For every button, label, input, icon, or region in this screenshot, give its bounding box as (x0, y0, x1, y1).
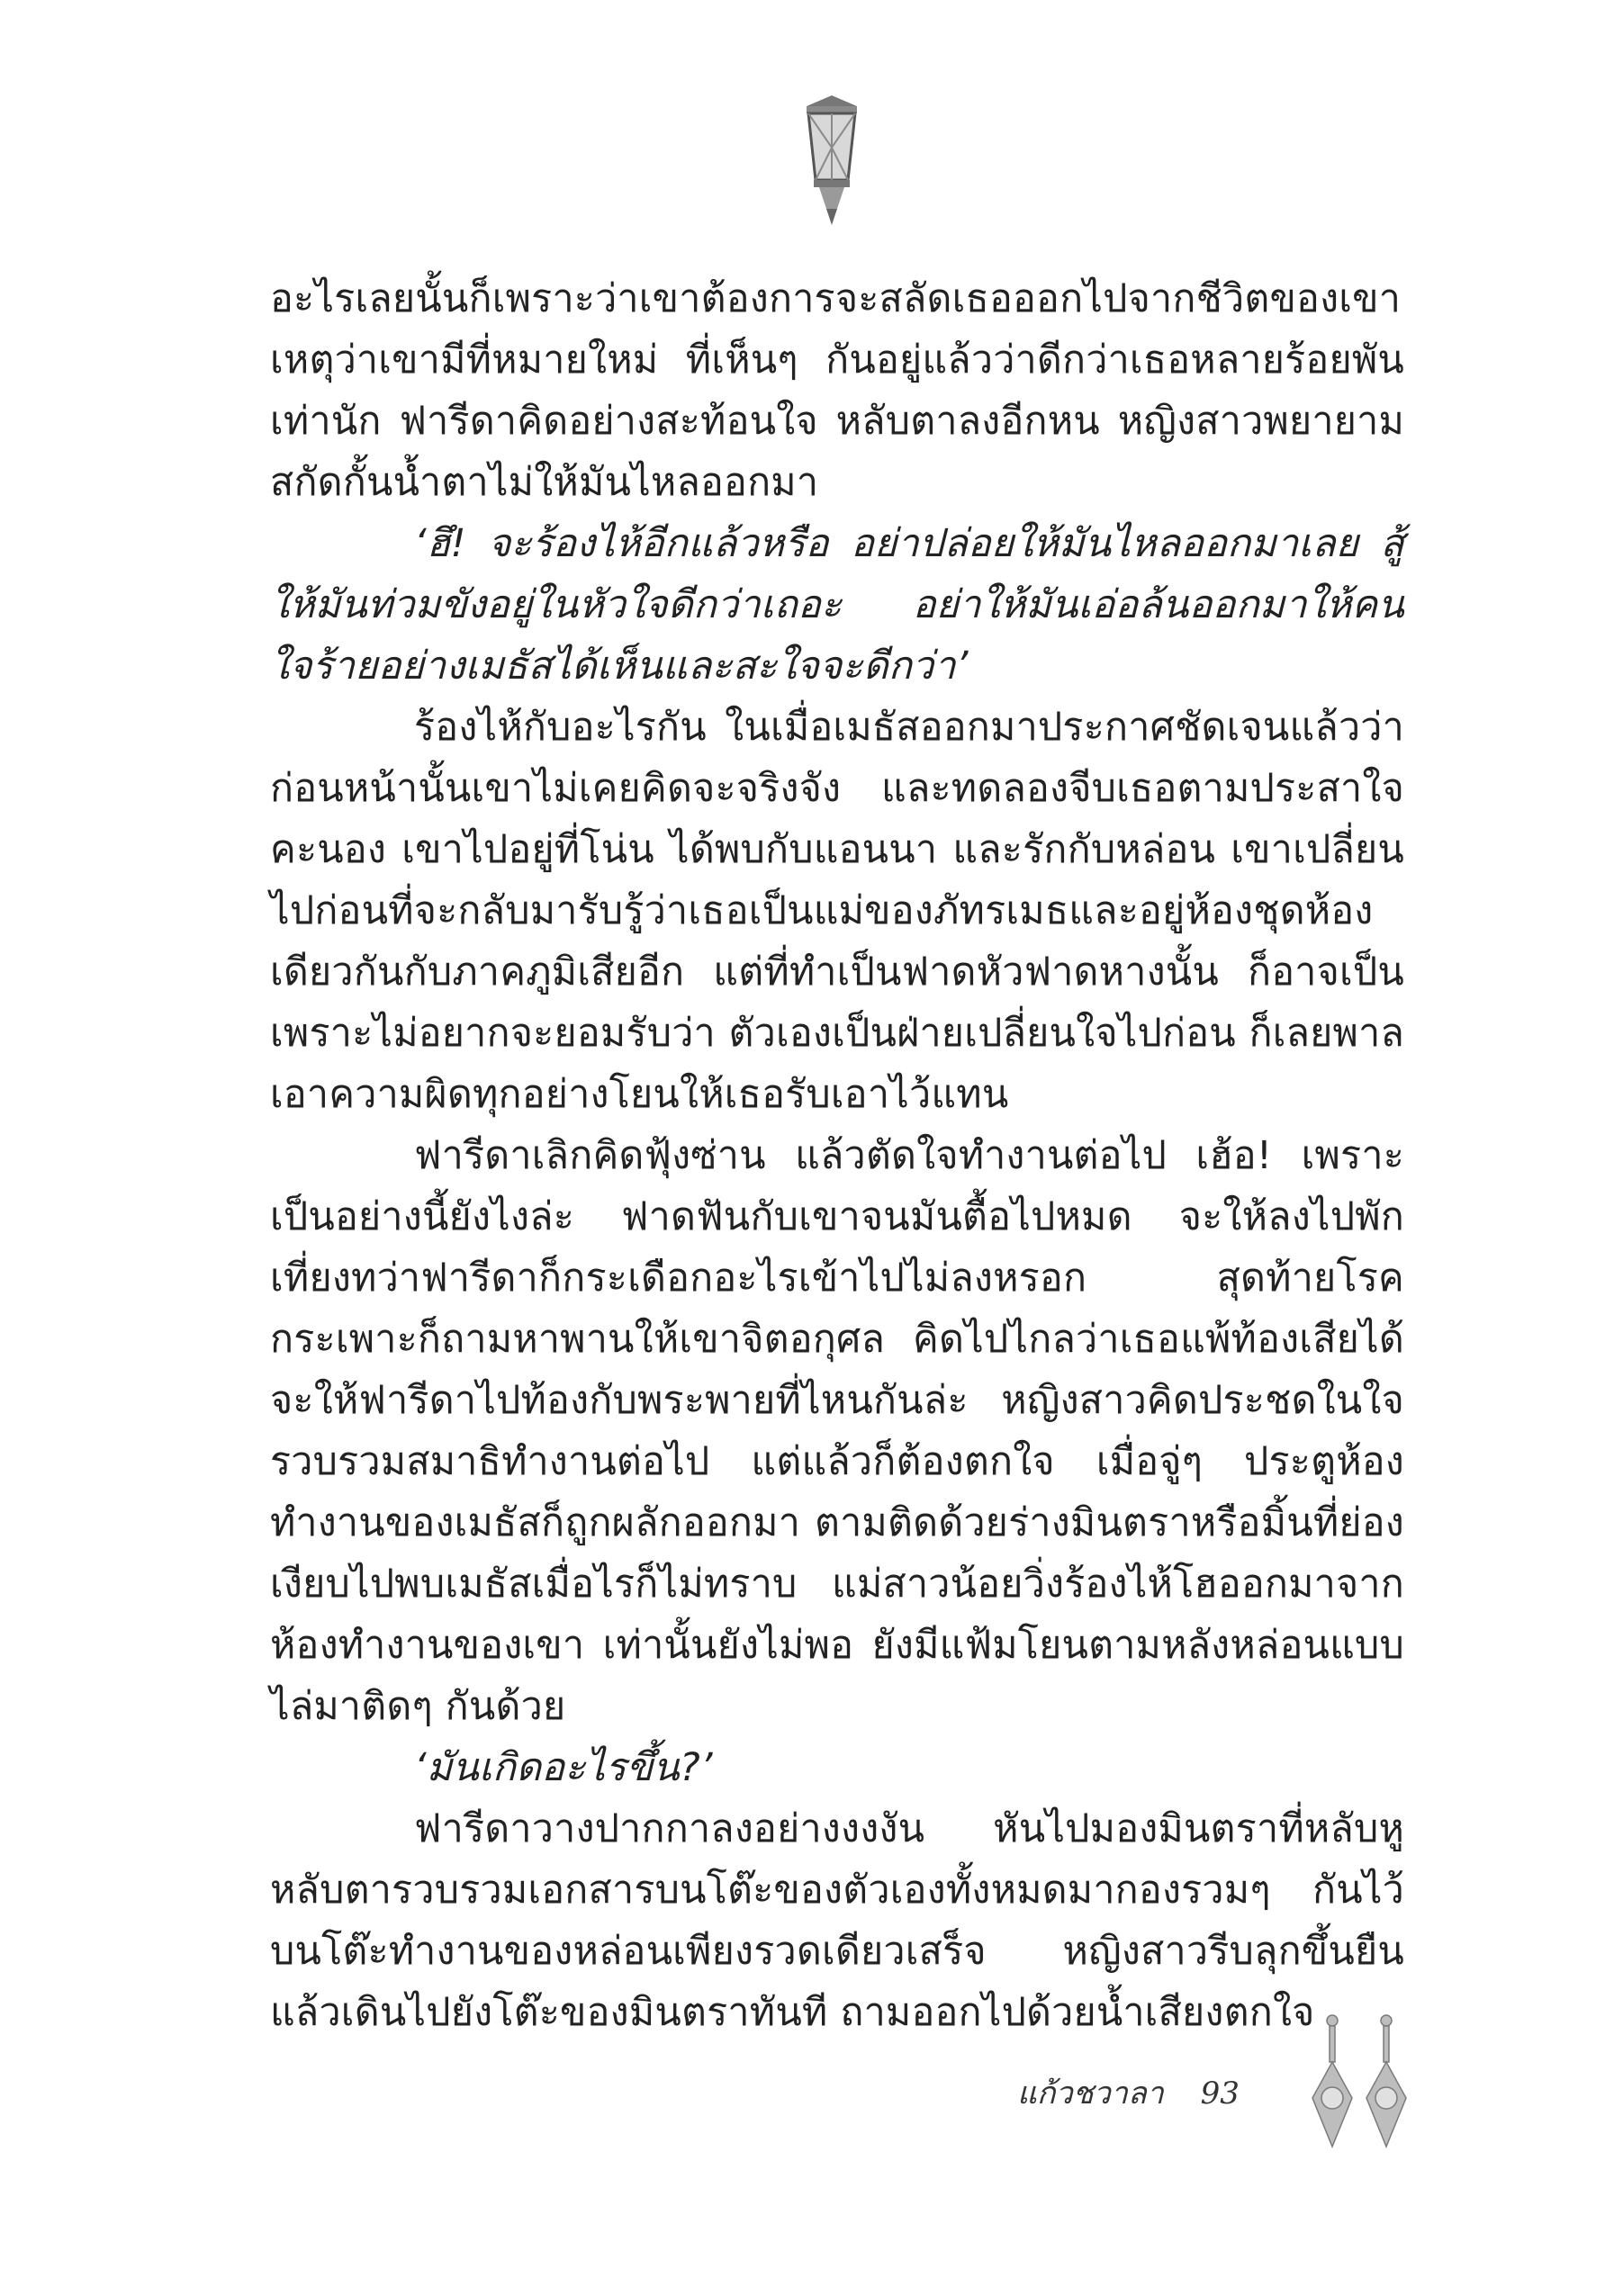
paragraph-1: อะไรเลยนั้นก็เพราะว่าเขาต้องการจะสลัดเธอออกไปจากชีวิตของเขา เหตุว่าเขามีที่หมายใหม่ ที่เห็นๆ กันอยู่แล้วว่าดีกว่าเธอหลายร้อยพันเท่านัก ฟารีดาคิดอย่างสะท้อนใจ หลับตาลงอีกหน หญิงสาวพยายามสกัดกั้นน้ำตาไม่ให้มันไหลออกมา (270, 276, 1404, 505)
paragraph-3: ร้องไห้กับอะไรกัน ในเมื่อเมธัสออกมาประกาศชัดเจนแล้วว่าก่อนหน้านั้นเขาไม่เคยคิดจะจริงจัง และทดลองจีบเธอตามประสาใจคะนอง เขาไปอยู่ที่โน่น ได้พบกับแอนนา และรักกับหล่อน เขาเปลี่ยนไปก่อนที่จะกลับมารับรู้ว่าเธอเป็นแม่ของภัทรเมธและอยู่ห้องชุดห้องเดียวกันกับภาคภูมิเสียอีก แต่ที่ทำเป็นฟาดหัวฟาดหางนั้น ก็อาจเป็นเพราะไม่อยากจะยอมรับว่า ตัวเองเป็นฝ่ายเปลี่ยนใจไปก่อน ก็เลยพาลเอาความผิดทุกอย่างโยนให้เธอรับเอาไว้แทน (270, 705, 1404, 1117)
page-footer (1017, 2068, 1240, 2117)
lantern-ornament-icon (794, 94, 870, 227)
earrings-ornament-icon (1305, 2012, 1413, 2156)
paragraph-4: ฟารีดาเลิกคิดฟุ้งซ่าน แล้วตัดใจทำงานต่อไป เฮ้อ! เพราะเป็นอย่างนี้ยังไงล่ะ ฟาดฟันกับเขาจนมันตื้อไปหมด จะให้ลงไปพักเที่ยงทว่าฟารีดาก็กระเดือกอะไรเข้าไปไม่ลงหรอก สุดท้ายโรคกระเพาะก็ถามหาพานให้เขาจิตอกุศล คิดไปไกลว่าเธอแพ้ท้องเสียได้ จะให้ฟารีดาไปท้องกับพระพายที่ไหนกันล่ะ หญิงสาวคิดประชดในใจ รวบรวมสมาธิทำงานต่อไป แต่แล้วก็ต้องตกใจ เมื่อจู่ๆ ประตูห้องทำงานของเมธัสก็ถูกผลักออกมา ตามติดด้วยร่างมินตราหรือมิ้นที่ย่องเงียบไปพบเมธัสเมื่อไรก็ไม่ทราบ แม่สาวน้อยวิ่งร้องไห้โฮออกมาจากห้องทำงานของเขา เท่านั้นยังไม่พอ ยังมีแฟ้มโยนตามหลังหล่อนแบบไล่มาติดๆ กันด้วย (270, 1133, 1404, 1729)
body-text (270, 268, 1404, 2043)
book-title: แก้วชวาลา (1017, 2075, 1164, 2111)
paragraph-6: ฟารีดาวางปากกาลงอย่างงงงัน หันไปมองมินตราที่หลับหูหลับตารวบรวมเอกสารบนโต๊ะของตัวเองทั้งหมดมากองรวมๆ กันไว้บนโต๊ะทำงานของหล่อนเพียงรวดเดียวเสร็จ หญิงสาวรีบลุกขึ้นยืน แล้วเดินไปยังโต๊ะของมินตราทันที ถามออกไปด้วยน้ำเสียงตกใจ (270, 1806, 1404, 2035)
paragraph-5-inner-thought: ‘มันเกิดอะไรขึ้น?’ (414, 1745, 713, 1790)
page-number: 93 (1200, 2075, 1240, 2111)
paragraph-2-inner-thought: ‘ฮึ! จะร้องไห้อีกแล้วหรือ อย่าปล่อยให้มันไหลออกมาเลย สู้ให้มันท่วมขังอยู่ในหัวใจดีกว่าเถอะ อย่าให้มันเอ่อล้นออกมาให้คนใจร้ายอย่างเมธัสได้เห็นและสะใจจะดีกว่า’ (270, 521, 1404, 689)
